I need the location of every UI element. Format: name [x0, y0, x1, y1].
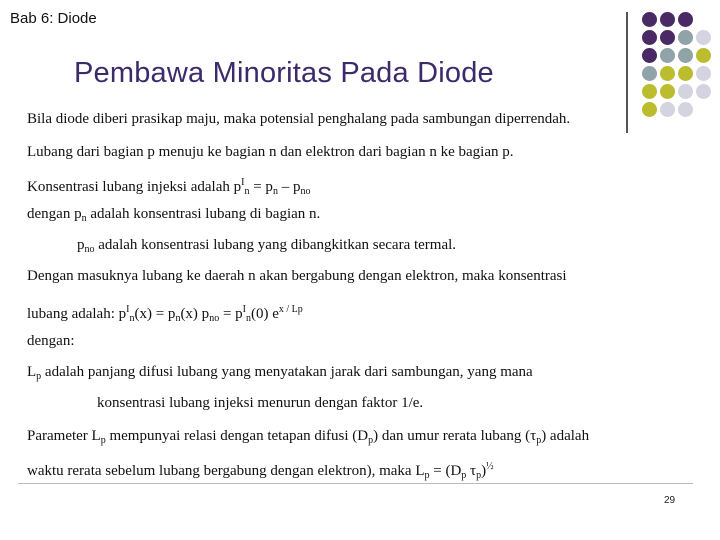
body-line: waktu rerata sebelum lubang bergabung dengan elektron), maka $L_p = (D_p$ $\tau_p)^{\frac{1}{2}}$ [27, 461, 494, 481]
body-line: konsentrasi lubang injeksi menurun dengan faktor 1/e. [97, 395, 424, 411]
body-line: Dengan masuknya lubang ke daerah n akan bergabung dengan elektron, maka konsentrasi [27, 268, 567, 284]
body-line: dengan: [27, 333, 75, 349]
body-line: Konsentrasi lubang injeksi adalah $p^I_n = p_n - p_{no}$ [27, 177, 311, 197]
footer-divider [18, 483, 693, 484]
body-line: $L_p$ adalah panjang difusi lubang yang menyatakan jarak dari sambungan, yang mana [27, 364, 533, 382]
body-line: Parameter $L_p$ mempunyai relasi dengan tetapan difusi $(D_p)$ dan umur rerata lubang $(\tau_p)$ adalah [27, 428, 590, 446]
slide-title: Pembawa Minoritas Pada Diode [74, 57, 494, 89]
chapter-label: Bab 6: Diode [10, 10, 97, 27]
body-line: Bila diode diberi prasikap maju, maka potensial penghalang pada sambungan diperrendah. [27, 111, 571, 127]
page-number: 29 [664, 495, 676, 506]
body-line: dengan $p_n$ adalah konsentrasi lubang di bagian n. [27, 206, 321, 224]
equation-line: lubang adalah: $p^I_n(x) = p_n(x) p_{no} = p^I_n(0)$ $e^{x / Lp}$ [27, 304, 303, 324]
body-line: Lubang dari bagian p menuju ke bagian n dan elektron dari bagian n ke bagian p. [27, 144, 514, 160]
body-line: $p_{no}$ adalah konsentrasi lubang yang dibangkitkan secara termal. [77, 237, 457, 255]
